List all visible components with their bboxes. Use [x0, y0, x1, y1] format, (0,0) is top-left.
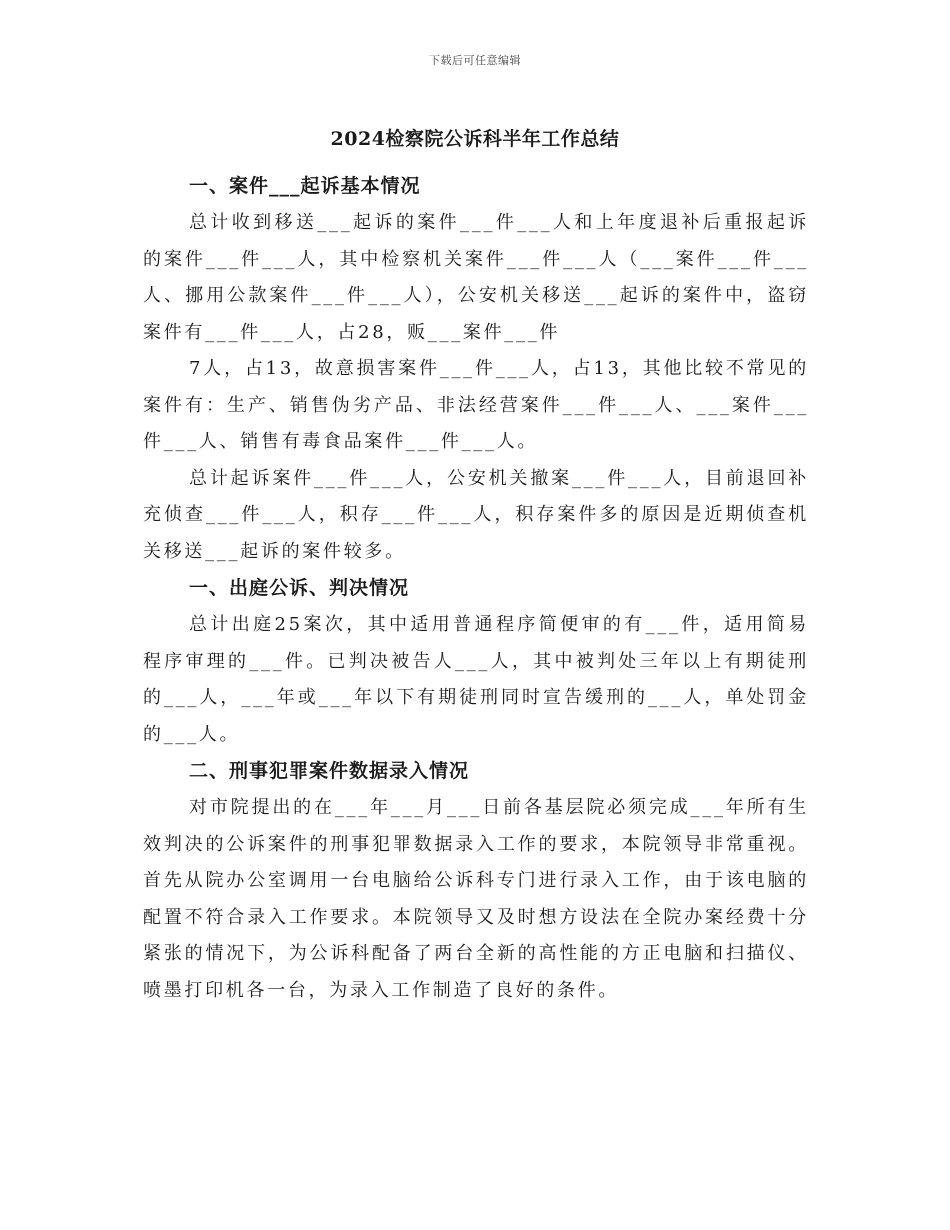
- section-heading: 一、案件___起诉基本情况: [189, 175, 421, 197]
- section-court-judgment: [143, 570, 809, 753]
- section-case-prosecution: [143, 168, 809, 570]
- section-data-entry: [143, 753, 809, 1009]
- paragraph: 7人，占13，故意损害案件___件___人，占13，其他比较不常见的案件有：生产、销售伪劣产品、非法经营案件___件___人、___案件___件___人、销售有毒食品案件___件___人。: [143, 358, 809, 452]
- header-note: 下载后可任意编辑: [429, 54, 521, 67]
- paragraph: 对市院提出的在___年___月___日前各基层院必须完成___年所有生效判决的公诉案件的刑事犯罪数据录入工作的要求，本院领导非常重视。首先从院办公室调用一台电脑给公诉科专门进行录入工作，由于该电脑的配置不符合录入工作要求。本院领导又及时想方设法在全院办案经费十分紧张的情况下，为公诉科配备了两台全新的高性能的方正电脑和扫描仪、喷墨打印机各一台，为录入工作制造了良好的条件。: [143, 797, 809, 1001]
- paragraph: 总计起诉案件___件___人，公安机关撤案___件___人，目前退回补充侦查___件___人，积存___件___人，积存案件多的原因是近期侦查机关移送___起诉的案件较多。: [143, 467, 809, 562]
- document-body: [143, 168, 809, 1009]
- section-heading: 二、刑事犯罪案件数据录入情况: [189, 760, 470, 782]
- paragraph: 总计出庭25案次，其中适用普通程序简便审的有___件，适用简易程序审理的___件。已判决被告人___人，其中被判处三年以上有期徒刑的___人，___年或___年以下有期徒刑同时宣告缓刑的___人，单处罚金的___人。: [143, 614, 809, 745]
- paragraph: 总计收到移送___起诉的案件___件___人和上年度退补后重报起诉的案件___件___人，其中检察机关案件___件___人（___案件___件___人、挪用公款案件___件___人），公安机关移送___起诉的案件中，盗窃案件有___件___人，占28，贩___案件___件: [143, 212, 809, 343]
- section-heading: 一、出庭公诉、判决情况: [189, 577, 410, 599]
- document-title: 2024检察院公诉科半年工作总结: [330, 128, 620, 150]
